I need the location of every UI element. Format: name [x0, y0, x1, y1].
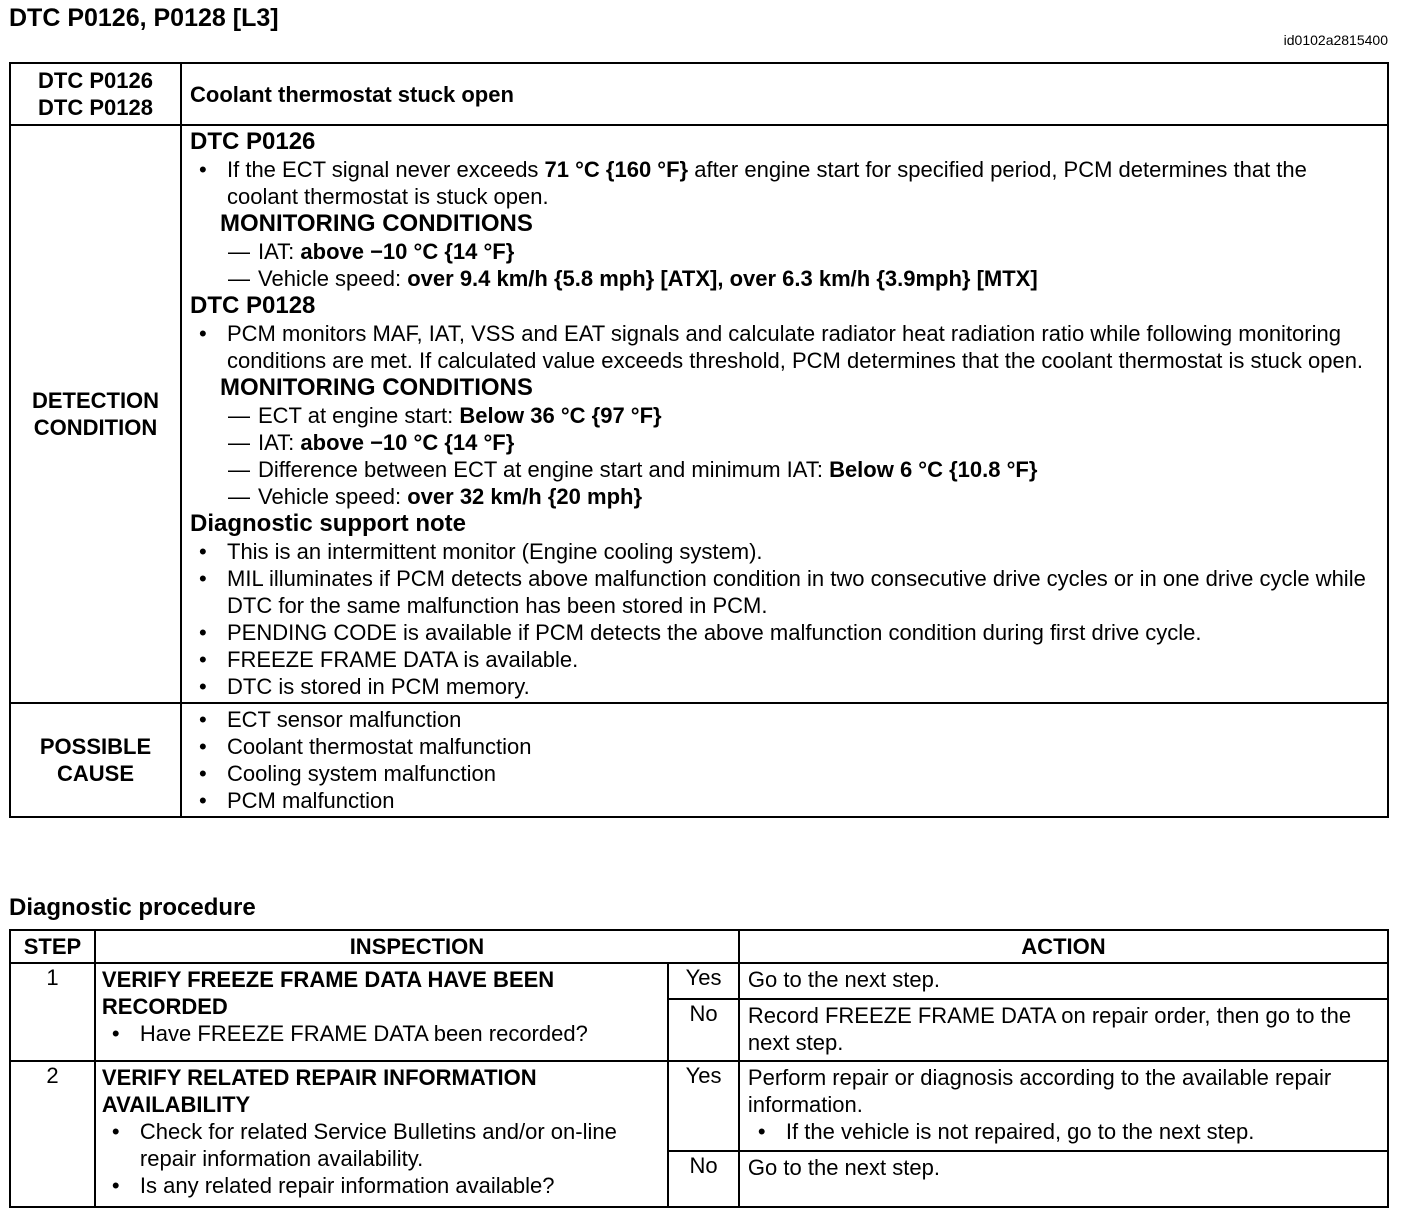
dash-mark: — — [228, 484, 250, 509]
condition-value: over 32 km/h {20 mph} — [407, 484, 643, 509]
step-number: 2 — [10, 1061, 95, 1207]
support-note-heading: Diagnostic support note — [190, 510, 466, 537]
step-title: VERIFY FREEZE FRAME DATA HAVE BEEN RECORDED — [101, 967, 555, 1019]
condition-label: ECT at engine start: — [258, 403, 460, 428]
step-bullet: • Have FREEZE FRAME DATA been recorded? — [102, 1020, 661, 1047]
dtc-info-table — [9, 62, 1389, 818]
support-note-item: • DTC is stored in PCM memory. — [190, 673, 1379, 700]
p0128-heading: DTC P0128 — [190, 292, 316, 319]
no-label: No — [668, 999, 739, 1061]
diagnostic-procedure-table — [9, 929, 1389, 1208]
detection-label-1: DETECTION — [31, 388, 160, 413]
p0126-threshold: 71 °C {160 °F} — [544, 157, 689, 182]
dash-mark: — — [228, 266, 250, 291]
dash-mark: — — [228, 430, 250, 455]
action-column-header: ACTION — [739, 930, 1388, 963]
condition-value: above −10 °C {14 °F} — [300, 239, 515, 264]
yes-action-cell — [739, 1061, 1388, 1151]
step-1-yes-row — [10, 963, 1388, 999]
p0128-condition-ect — [228, 402, 1379, 429]
dash-mark: — — [228, 239, 250, 264]
procedure-title: Diagnostic procedure — [9, 894, 256, 921]
step-2-inspection — [95, 1061, 668, 1207]
condition-label: Difference between ECT at engine start and minimum IAT: — [258, 457, 830, 482]
possible-cause-item: • Cooling system malfunction — [190, 760, 1379, 787]
dtc-description-cell — [181, 63, 1388, 125]
detection-label-2: CONDITION — [33, 415, 158, 440]
p0128-condition-iat — [228, 429, 1379, 456]
condition-label: IAT: — [258, 239, 301, 264]
detection-condition-label-cell — [10, 125, 181, 703]
step-bullet: • Check for related Service Bulletins and/or on-line repair information availability. — [102, 1118, 661, 1172]
dtc-header-row — [10, 63, 1388, 125]
possible-cause-list — [190, 706, 1379, 814]
support-note-item: • MIL illuminates if PCM detects above malfunction condition in two consecutive drive cycles or in one drive cycle while DTC for the same malfunction has been stored in PCM. — [190, 565, 1379, 619]
dash-mark: — — [228, 403, 250, 428]
yes-label: Yes — [668, 963, 739, 999]
document-id: id0102a2815400 — [1283, 32, 1388, 48]
p0128-bullets — [190, 320, 1379, 374]
no-label: No — [668, 1151, 739, 1207]
step-bullets — [102, 1020, 661, 1047]
p0128-condition-difference — [228, 456, 1379, 483]
p0126-bullet-text-pre: If the ECT signal never exceeds — [227, 157, 545, 182]
possible-cause-item: • Coolant thermostat malfunction — [190, 733, 1379, 760]
step-2-yes-row — [10, 1061, 1388, 1151]
possible-cause-cell — [181, 703, 1388, 817]
support-note-item: • This is an intermittent monitor (Engine cooling system). — [190, 538, 1379, 565]
dtc-code-label-2: DTC P0128 — [38, 95, 153, 120]
possible-cause-row — [10, 703, 1388, 817]
step-1-inspection — [95, 963, 668, 1061]
p0126-heading: DTC P0126 — [190, 128, 316, 155]
p0126-monitoring-heading: MONITORING CONDITIONS — [220, 210, 533, 237]
condition-value: above −10 °C {14 °F} — [300, 430, 515, 455]
possible-cause-item: • PCM malfunction — [190, 787, 1379, 814]
dtc-code-label-1: DTC P0126 — [38, 68, 153, 93]
yes-action-sub-bullet: • If the vehicle is not repaired, go to the next step. — [748, 1118, 1379, 1145]
yes-action: Go to the next step. — [739, 963, 1388, 999]
p0126-condition-speed — [228, 265, 1379, 292]
p0126-bullet-text-post: after engine start for specified period, PCM determines that the coolant thermostat is stuck open. — [227, 157, 1307, 209]
condition-label: Vehicle speed: — [258, 484, 408, 509]
dash-mark: — — [228, 457, 250, 482]
step-title: VERIFY RELATED REPAIR INFORMATION AVAILABILITY — [101, 1065, 537, 1117]
dtc-description: Coolant thermostat stuck open — [190, 81, 514, 107]
step-bullet: • Is any related repair information available? — [102, 1172, 661, 1199]
condition-value: Below 36 °C {97 °F} — [459, 403, 662, 428]
yes-action: Perform repair or diagnosis according to the available repair information. — [747, 1065, 1332, 1117]
yes-action-sub-bullets — [748, 1118, 1379, 1145]
procedure-header-row — [10, 930, 1388, 963]
possible-cause-item: • ECT sensor malfunction — [190, 706, 1379, 733]
dtc-code-label-cell — [10, 63, 181, 125]
possible-cause-label-2: CAUSE — [56, 761, 134, 786]
no-action: Go to the next step. — [739, 1151, 1388, 1207]
support-note-item: • FREEZE FRAME DATA is available. — [190, 646, 1379, 673]
step-column-header: STEP — [10, 930, 95, 963]
yes-label: Yes — [668, 1061, 739, 1151]
step-number: 1 — [10, 963, 95, 1061]
support-note-item: • PENDING CODE is available if PCM detects the above malfunction condition during first drive cycle. — [190, 619, 1379, 646]
p0128-monitoring-heading: MONITORING CONDITIONS — [220, 374, 533, 401]
p0128-bullet: • PCM monitors MAF, IAT, VSS and EAT signals and calculate radiator heat radiation ratio while following monitoring conditions are met. If calculated value exceeds threshold, PCM determines that the coolant thermostat is stuck open. — [190, 320, 1379, 374]
page-title: DTC P0126, P0128 [L3] — [9, 4, 279, 32]
condition-value: over 9.4 km/h {5.8 mph} [ATX], over 6.3 km/h {3.9mph} [MTX] — [407, 266, 1038, 291]
possible-cause-label-1: POSSIBLE — [39, 734, 152, 759]
condition-label: IAT: — [258, 430, 301, 455]
no-action: Record FREEZE FRAME DATA on repair order, then go to the next step. — [739, 999, 1388, 1061]
detection-condition-row — [10, 125, 1388, 703]
p0128-condition-speed — [228, 483, 1379, 510]
possible-cause-label-cell — [10, 703, 181, 817]
detection-condition-cell — [181, 125, 1388, 703]
condition-label: Vehicle speed: — [258, 266, 408, 291]
inspection-column-header: INSPECTION — [95, 930, 739, 963]
p0126-bullet — [190, 156, 1379, 210]
step-bullets — [102, 1118, 661, 1199]
p0126-bullets — [190, 156, 1379, 210]
condition-value: Below 6 °C {10.8 °F} — [829, 457, 1038, 482]
p0126-condition-iat — [228, 238, 1379, 265]
support-note-list — [190, 538, 1379, 700]
